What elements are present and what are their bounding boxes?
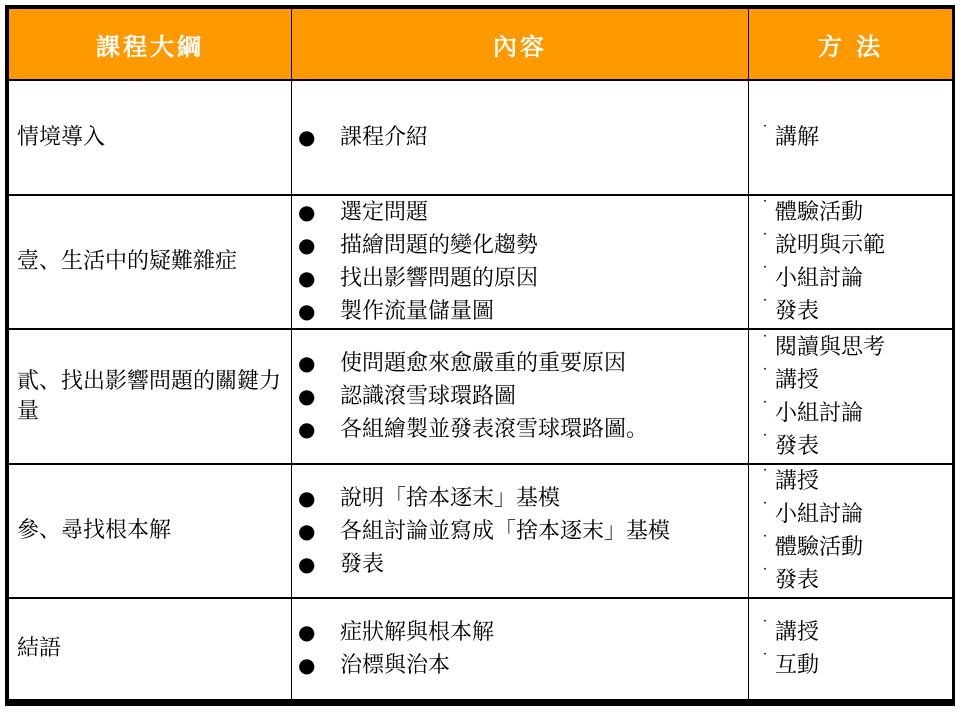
content-item-text: 描繪問題的變化趨勢: [340, 233, 539, 258]
content-cell: [292, 464, 749, 598]
method-item-text: 小組討論: [775, 502, 864, 527]
method-list: [749, 196, 952, 328]
table-row: [9, 329, 953, 464]
content-item-text: 治標與治本: [340, 652, 451, 678]
content-cell: [292, 329, 749, 464]
content-item-text: 找出影響問題的原因: [340, 266, 539, 291]
bullet-icon: ●: [298, 518, 316, 543]
method-cell: [749, 80, 953, 195]
method-item-text: 講解: [775, 125, 820, 150]
header-row: [9, 9, 953, 81]
method-item-text: 講授: [775, 619, 820, 645]
small-bullet-icon: ˙: [761, 296, 769, 315]
bullet-icon: ●: [298, 266, 316, 290]
table-row: [9, 195, 953, 329]
method-item-text: 發表: [775, 299, 820, 324]
method-cell: [749, 598, 953, 699]
list-item: [761, 121, 952, 154]
list-item: [761, 616, 952, 649]
outline-cell: 壹、生活中的疑難雜症: [9, 195, 292, 329]
small-bullet-icon: ˙: [761, 122, 769, 141]
method-item-text: 說明與示範: [775, 233, 886, 258]
list-item: [761, 397, 952, 430]
bullet-icon: ●: [298, 299, 316, 323]
table-body: [9, 80, 953, 699]
list-item: [298, 548, 748, 581]
header-content: 內容: [292, 9, 749, 81]
content-cell: [292, 598, 749, 699]
bullet-icon: ●: [298, 384, 316, 408]
method-item-text: 互動: [775, 652, 820, 678]
small-bullet-icon: ˙: [761, 364, 769, 384]
list-item: [761, 498, 952, 531]
content-item-text: 各組討論並寫成「捨本逐末」基模: [340, 518, 671, 544]
method-list: [749, 331, 952, 463]
list-item: [298, 413, 748, 446]
content-item-text: 課程介紹: [340, 125, 429, 150]
list-item: [761, 229, 952, 262]
content-item-text: 各組繪製並發表滾雪球環路圖。: [340, 417, 649, 442]
content-cell: [292, 195, 749, 329]
list-item: [761, 295, 952, 328]
list-item: [298, 262, 748, 295]
header-outline: 課程大綱: [9, 9, 292, 81]
content-item-text: 說明「捨本逐末」基模: [340, 485, 561, 511]
method-item-text: 體驗活動: [775, 535, 864, 560]
list-item: [298, 649, 748, 682]
bullet-icon: ●: [298, 652, 316, 677]
list-item: [298, 616, 748, 649]
method-item-text: 體驗活動: [775, 200, 864, 225]
list-item: [298, 380, 748, 413]
bullet-icon: ●: [298, 125, 316, 149]
method-cell: [749, 195, 953, 329]
content-list: [292, 347, 748, 446]
content-item-text: 選定問題: [340, 200, 429, 225]
method-list: [749, 616, 952, 682]
list-item: [761, 531, 952, 564]
list-item: [298, 482, 748, 515]
table-row: [9, 80, 953, 195]
content-list: [292, 482, 748, 581]
method-item-text: 發表: [775, 433, 820, 459]
small-bullet-icon: ˙: [761, 499, 769, 518]
list-item: [761, 465, 952, 498]
outline-cell: 貳、找出影響問題的關鍵力量: [9, 329, 292, 464]
content-cell: [292, 80, 749, 195]
table-row: [9, 464, 953, 598]
list-item: [761, 331, 952, 364]
outline-cell: 情境導入: [9, 80, 292, 195]
method-item-text: 發表: [775, 568, 820, 593]
bullet-icon: ●: [298, 551, 316, 576]
method-list: [749, 121, 952, 154]
small-bullet-icon: ˙: [761, 397, 769, 417]
small-bullet-icon: ˙: [761, 466, 769, 485]
small-bullet-icon: ˙: [761, 197, 769, 216]
content-item-text: 發表: [340, 551, 385, 577]
bullet-icon: ●: [298, 485, 316, 510]
list-item: [298, 515, 748, 548]
method-item-text: 閱讀與思考: [775, 334, 886, 360]
outline-cell: 參、尋找根本解: [9, 464, 292, 598]
list-item: [761, 364, 952, 397]
list-item: [298, 295, 748, 328]
table-row: [9, 598, 953, 699]
content-item-text: 認識滾雪球環路圖: [340, 384, 517, 409]
bullet-icon: ●: [298, 351, 316, 375]
small-bullet-icon: ˙: [761, 430, 769, 450]
bullet-icon: ●: [298, 417, 316, 441]
method-item-text: 小組討論: [775, 400, 864, 426]
method-item-text: 講授: [775, 367, 820, 393]
method-item-text: 小組討論: [775, 266, 864, 291]
course-table: [8, 8, 953, 700]
content-list: [292, 121, 748, 154]
list-item: [761, 262, 952, 295]
list-item: [298, 229, 748, 262]
small-bullet-icon: ˙: [761, 263, 769, 282]
bullet-icon: ●: [298, 619, 316, 644]
list-item: [761, 564, 952, 597]
list-item: [298, 347, 748, 380]
method-cell: [749, 464, 953, 598]
content-item-text: 症狀解與根本解: [340, 619, 495, 645]
content-item-text: 製作流量儲量圖: [340, 299, 495, 324]
content-item-text: 使問題愈來愈嚴重的重要原因: [340, 351, 627, 376]
list-item: [761, 196, 952, 229]
method-cell: [749, 329, 953, 464]
outline-cell: 結語: [9, 598, 292, 699]
bullet-icon: ●: [298, 200, 316, 224]
method-list: [749, 465, 952, 597]
list-item: [298, 196, 748, 229]
small-bullet-icon: ˙: [761, 565, 769, 584]
header-method: 方 法: [749, 9, 953, 81]
list-item: [761, 649, 952, 682]
small-bullet-icon: ˙: [761, 616, 769, 636]
small-bullet-icon: ˙: [761, 649, 769, 669]
small-bullet-icon: ˙: [761, 230, 769, 249]
content-list: [292, 616, 748, 682]
content-list: [292, 196, 748, 328]
bullet-icon: ●: [298, 233, 316, 257]
small-bullet-icon: ˙: [761, 331, 769, 351]
method-item-text: 講授: [775, 469, 820, 494]
list-item: [298, 121, 748, 154]
small-bullet-icon: ˙: [761, 532, 769, 551]
list-item: [761, 430, 952, 463]
